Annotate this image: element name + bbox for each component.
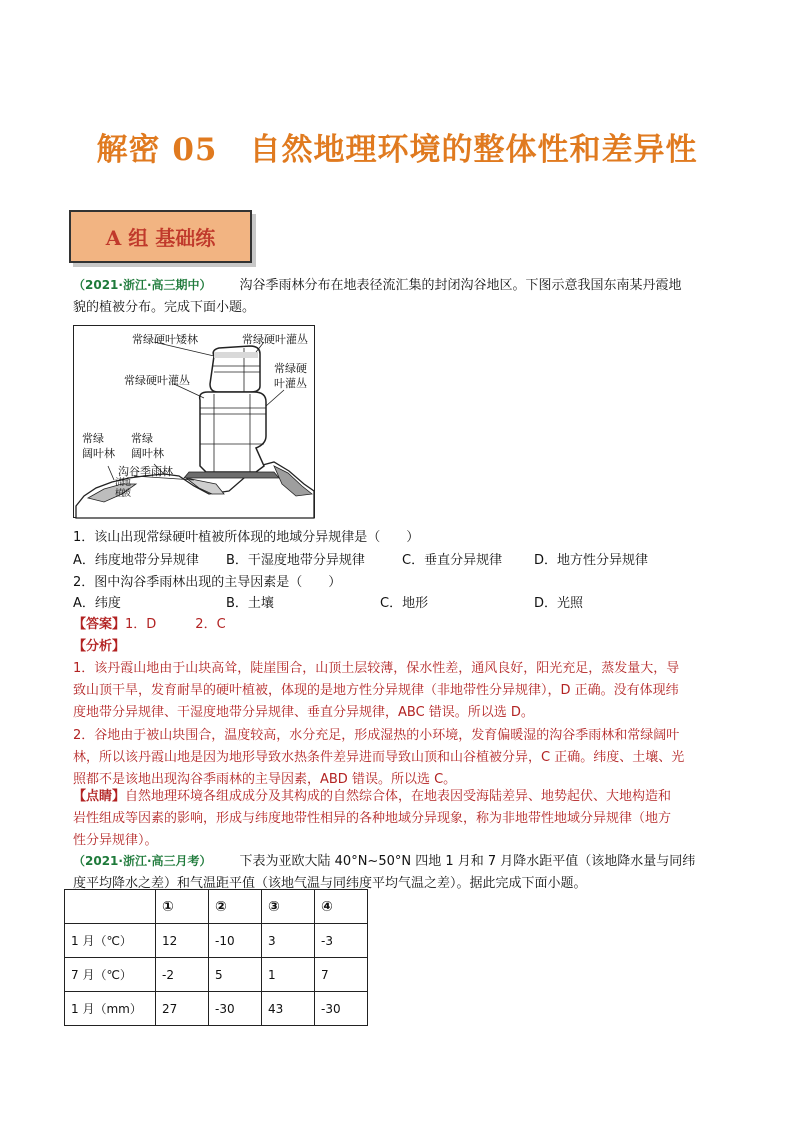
label-stream-4: 被 xyxy=(122,489,132,499)
q2-option-d: D．光照 xyxy=(534,596,584,611)
table-header-cell: ① xyxy=(156,890,209,924)
q2-option-a: A．纬度 xyxy=(73,596,121,611)
table-row xyxy=(65,924,368,958)
vegetation-diagram xyxy=(73,325,315,518)
label-broadleaf-right-1: 常绿 xyxy=(131,432,153,445)
analysis-line: 2．谷地由于被山块围合，温度较高，水分充足，形成湿热的小环境，发育偏暖湿的沟谷季雨林和常绿阔叶 xyxy=(73,728,680,743)
label-broadleaf-left-1: 常绿 xyxy=(82,432,104,445)
table-header-cell: ④ xyxy=(315,890,368,924)
table-row xyxy=(65,992,368,1026)
table-cell: 12 xyxy=(156,924,209,958)
q2-option-c: C．地形 xyxy=(380,596,429,611)
table-cell: 1 xyxy=(262,958,315,992)
question-2-stem: 2．图中沟谷季雨林出现的主导因素是（ ） xyxy=(73,575,342,590)
analysis-line: 照都不是该地出现沟谷季雨林的主导因素，ABD 错误。所以选 C。 xyxy=(73,772,457,787)
table-cell: 7 xyxy=(315,958,368,992)
table-header-cell: ② xyxy=(209,890,262,924)
table-cell: 7 月（℃） xyxy=(65,958,156,992)
comment-line: 性分异规律）。 xyxy=(73,833,158,848)
comment-line: 自然地理环境各组成成分及其构成的自然综合体，在地表因受海陆差异、地势起伏、大地构造和 xyxy=(125,789,672,804)
page-title: 解密 05 自然地理环境的整体性和差异性 xyxy=(96,132,698,168)
intro-text: 度平均降水之差）和气温距平值（该地气温与同纬度平均气温之差）。据此完成下面小题。 xyxy=(73,876,587,891)
q2-option-b: B．土壤 xyxy=(226,596,274,611)
table-header-cell: ③ xyxy=(262,890,315,924)
analysis-line: 度地带分异规律、干湿度地带分异规律、垂直分异规律，ABC 错误。所以选 D。 xyxy=(73,705,534,720)
label-stream-3: 植 xyxy=(115,489,125,499)
anomaly-table xyxy=(64,889,368,1026)
label-hard-leaf-shrub-right-1: 常绿硬 xyxy=(274,362,307,375)
label-broadleaf-right-2: 阔叶林 xyxy=(131,447,164,460)
table-cell: -30 xyxy=(315,992,368,1026)
label-gully-monsoon-forest: 沟谷季雨林 xyxy=(118,465,173,478)
q1-option-a: A．纬度地带分异规律 xyxy=(73,553,199,568)
mountain-drawing xyxy=(74,326,316,519)
analysis-part-1 xyxy=(73,658,725,724)
question-source: （2021·浙江·高三月考） xyxy=(73,854,212,868)
answer-line xyxy=(73,614,725,636)
label-hard-leaf-shrub-top: 常绿硬叶灌丛 xyxy=(242,333,308,346)
question-source: （2021·浙江·高三期中） xyxy=(73,278,212,292)
label-stream-2: 地 xyxy=(122,478,132,488)
label-broadleaf-left-2: 阔叶林 xyxy=(82,447,115,460)
table-header-cell xyxy=(65,890,156,924)
table-cell: -2 xyxy=(156,958,209,992)
table-cell: 1 月（mm） xyxy=(65,992,156,1026)
q1-option-b: B．干湿度地带分异规律 xyxy=(226,553,365,568)
table-cell: 1 月（℃） xyxy=(65,924,156,958)
table-cell: -10 xyxy=(209,924,262,958)
table-cell: 5 xyxy=(209,958,262,992)
label-hard-leaf-dwarf-forest: 常绿硬叶矮林 xyxy=(132,333,198,346)
comment-label: 【点睛】 xyxy=(73,789,126,804)
label-hard-leaf-shrub-right-2: 叶灌丛 xyxy=(274,377,307,390)
answer-text: 1．D 2．C xyxy=(125,617,226,632)
group-label-box: A 组 基础练 xyxy=(69,210,252,263)
question-1-stem: 1．该山出现常绿硬叶植被所体现的地域分异规律是（ ） xyxy=(73,530,420,545)
table-header-row xyxy=(65,890,368,924)
answer-label: 【答案】 xyxy=(73,617,126,632)
analysis-label: 【分析】 xyxy=(73,639,126,654)
q1-option-d: D．地方性分异规律 xyxy=(534,553,649,568)
table-cell: 43 xyxy=(262,992,315,1026)
table-cell: -3 xyxy=(315,924,368,958)
label-stream-1: 流 xyxy=(115,478,125,488)
label-hard-leaf-shrub-mid: 常绿硬叶灌丛 xyxy=(124,374,190,387)
intro-text: 下表为亚欧大陆 40°N~50°N 四地 1 月和 7 月降水距平值（该地降水量与同纬 xyxy=(239,854,696,869)
analysis-line: 1．该丹霞山地由于山块高耸，陡崖围合，山顶土层较薄，保水性差，通风良好，阳光充足，蒸发量大，导 xyxy=(73,661,680,676)
comment-block xyxy=(73,786,725,852)
intro-text: 沟谷季雨林分布在地表径流汇集的封闭沟谷地区。下图示意我国东南某丹霞地 xyxy=(239,278,682,293)
intro-text: 貌的植被分布。完成下面小题。 xyxy=(73,300,256,315)
question-intro-1 xyxy=(73,274,725,319)
q1-option-c: C．垂直分异规律 xyxy=(402,553,503,568)
table-cell: -30 xyxy=(209,992,262,1026)
table-cell: 27 xyxy=(156,992,209,1026)
table-cell: 3 xyxy=(262,924,315,958)
analysis-part-2 xyxy=(73,725,725,791)
table-row xyxy=(65,958,368,992)
analysis-line: 林，所以该丹霞山地是因为地形导致水热条件差异进而导致山顶和山谷植被分异，C 正确。纬度、土壤、光 xyxy=(73,750,685,765)
comment-line: 岩性组成等因素的影响，形成与纬度地带性相异的各种地域分异现象，称为非地带性地域分异规律（地方 xyxy=(73,811,672,826)
analysis-line: 致山顶干旱，发育耐旱的硬叶植被，体现的是地方性分异规律（非地带性分异规律），D 正确。没有体现纬 xyxy=(73,683,679,698)
